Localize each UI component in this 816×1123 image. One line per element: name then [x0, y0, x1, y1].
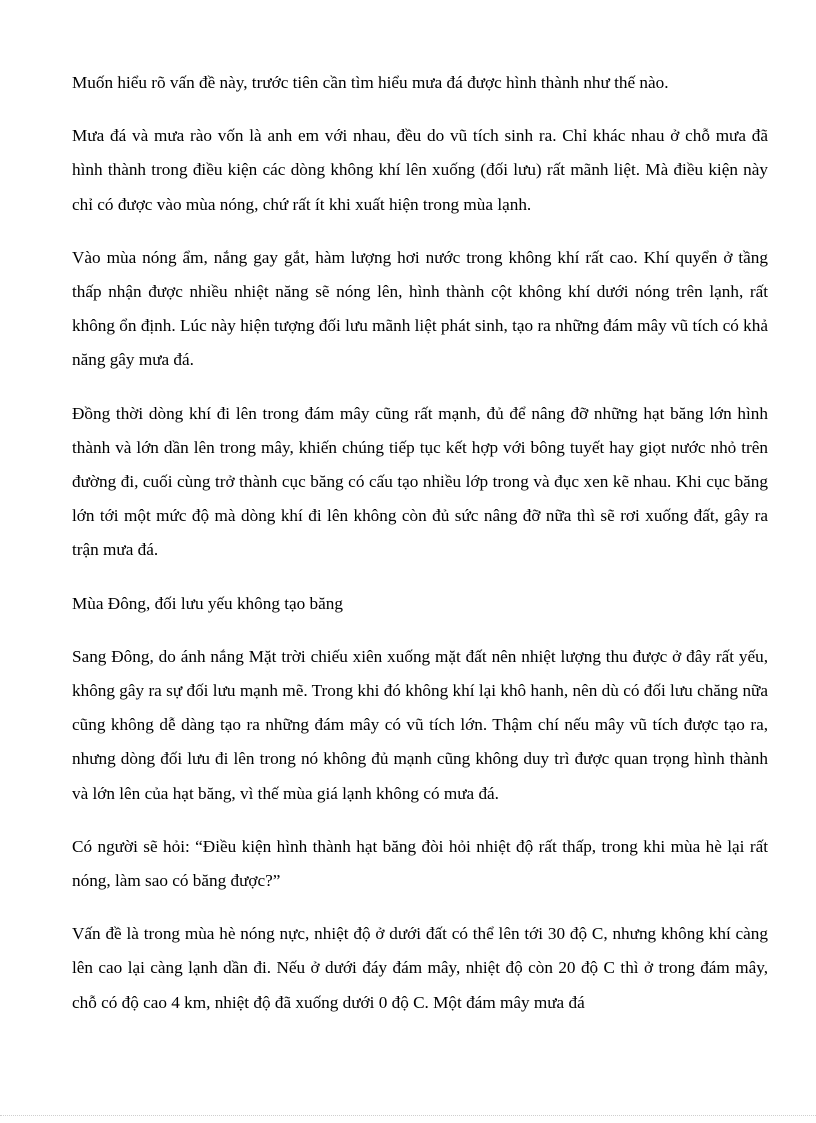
paragraph-intro: Muốn hiểu rõ vấn đề này, trước tiên cần tìm hiểu mưa đá được hình thành như thế nào. — [72, 73, 669, 92]
section-heading-winter: Mùa Đông, đối lưu yếu không tạo băng — [72, 593, 343, 613]
paragraph-hot-season: Vào mùa nóng ẩm, nắng gay gắt, hàm lượng hơi nước trong không khí rất cao. Khí quyển ở tầng thấp nhận được nhiều nhiệt năng sẽ nóng lên, hình thành cột không khí dưới nóng trên lạnh, rất không ổn định. Lúc này hiện tượng đối lưu mãnh liệt phát sinh, tạo ra những đám mây vũ tích có khả năng gây mưa đá. — [72, 247, 768, 370]
paragraph-updraft: Đồng thời dòng khí đi lên trong đám mây cũng rất mạnh, đủ để nâng đỡ những hạt băng lớn hình thành và lớn dần lên trong mây, khiến chúng tiếp tục kết hợp với bông tuyết hay giọt nước nhỏ trên đường đi, cuối cùng trở thành cục băng có cấu tạo nhiều lớp trong và đục xen kẽ nhau. Khi cục băng lớn tới một mức độ mà dòng khí đi lên không còn đủ sức nâng đỡ nữa thì sẽ rơi xuống đất, gây ra trận mưa đá. — [72, 403, 768, 560]
paragraph-hail-vs-shower: Mưa đá và mưa rào vốn là anh em với nhau, đều do vũ tích sinh ra. Chỉ khác nhau ở chỗ mưa đã hình thành trong điều kiện các dòng không khí lên xuống (đối lưu) rất mãnh liệt. Mà điều kiện này chỉ có được vào mùa nóng, chứ rất ít khi xuất hiện trong mùa lạnh. — [72, 126, 768, 214]
paragraph-question: Có người sẽ hỏi: “Điều kiện hình thành hạt băng đòi hỏi nhiệt độ rất thấp, trong khi mùa hè lại rất nóng, làm sao có băng được?” — [72, 836, 768, 891]
document-body — [72, 66, 768, 1039]
page-bottom-divider — [0, 1115, 816, 1116]
paragraph-answer: Vấn đề là trong mùa hè nóng nực, nhiệt độ ở dưới đất có thể lên tới 30 độ C, nhưng không khí càng lên cao lại càng lạnh dần đi. Nếu ở dưới đáy đám mây, nhiệt độ còn 20 độ C thì ở trong đám mây, chỗ có độ cao 4 km, nhiệt độ đã xuống dưới 0 độ C. Một đám mây mưa đá — [72, 924, 768, 1012]
paragraph-winter: Sang Đông, do ánh nắng Mặt trời chiếu xiên xuống mặt đất nên nhiệt lượng thu được ở đây rất yếu, không gây ra sự đối lưu mạnh mẽ. Trong khi đó không khí lại khô hanh, nên dù có đối lưu chăng nữa cũng không dễ dàng tạo ra những đám mây có vũ tích lớn. Thậm chí nếu mây vũ tích được tạo ra, nhưng dòng đối lưu đi lên trong nó không đủ mạnh cũng không duy trì được quan trọng hình thành và lớn lên của hạt băng, vì thế mùa giá lạnh không có mưa đá. — [72, 646, 768, 803]
